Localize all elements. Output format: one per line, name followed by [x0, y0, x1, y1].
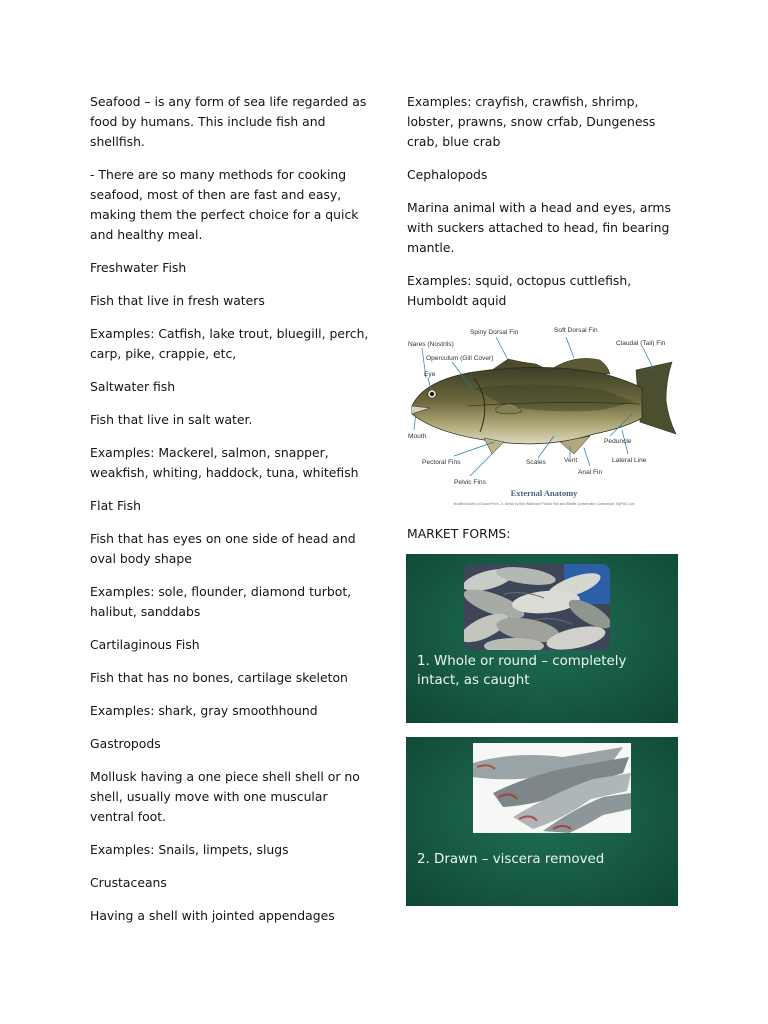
cooking-methods-note: - There are so many methods for cooking seafood, most of then are fast and easy, making them the perfect choice for a quick and healthy meal.	[90, 167, 359, 242]
gastropods-examples: Examples: Snails, limpets, slugs	[90, 842, 289, 857]
figure-title: External Anatomy	[510, 488, 578, 498]
whole-fish-photo	[464, 564, 610, 650]
saltwater-fish-definition: Fish that live in salt water.	[90, 412, 253, 427]
market-form-caption-drawn: 2. Drawn – viscera removed	[417, 852, 605, 867]
label-peduncle: Peduncle	[604, 438, 632, 445]
flat-fish-examples: Examples: sole, flounder, diamond turbot, halibut, sanddabs	[90, 584, 352, 619]
heading-gastropods: Gastropods	[90, 736, 161, 751]
label-scales: Scales	[526, 459, 546, 466]
bass-fish-illustration	[412, 358, 676, 454]
right-column	[407, 92, 689, 324]
heading-freshwater-fish: Freshwater Fish	[90, 260, 187, 275]
heading-cephalopods: Cephalopods	[407, 167, 488, 182]
drawn-fish-photo	[473, 743, 631, 833]
cephalopods-examples: Examples: squid, octopus cuttlefish, Humboldt aquid	[407, 273, 632, 308]
freshwater-fish-definition: Fish that live in fresh waters	[90, 293, 265, 308]
label-caudal-fin: Claudal (Tail) Fin	[616, 340, 666, 347]
drawn-fish-image	[473, 743, 631, 833]
heading-crustaceans: Crustaceans	[90, 875, 167, 890]
label-pectoral-fins: Pectoral Fins	[422, 459, 461, 466]
label-nares: Nares (Nostrils)	[408, 341, 454, 348]
market-forms-heading: MARKET FORMS:	[407, 526, 511, 541]
crustaceans-examples: Examples: crayfish, crawfish, shrimp, lobster, prawns, snow crfab, Dungeness crab, blue crab	[407, 94, 656, 149]
market-form-card-drawn	[406, 737, 678, 906]
heading-saltwater-fish: Saltwater fish	[90, 379, 176, 394]
heading-cartilaginous-fish: Cartilaginous Fish	[90, 637, 200, 652]
market-form-caption-whole: 1. Whole or round – completely intact, as caught	[417, 654, 627, 688]
label-operculum: Operculum (Gill Cover)	[426, 355, 494, 362]
figure-source-note: Modified based on Susan Perrin, Jr. sketch by Bob Wattendorf Florida Fish and Wildlife Conservation Commission, MyFWC.com	[453, 502, 635, 506]
saltwater-fish-examples: Examples: Mackerel, salmon, snapper, weakfish, whiting, haddock, tuna, whitefish	[90, 445, 359, 480]
label-spiny-dorsal-fin: Spiny Dorsal Fin	[470, 329, 519, 336]
heading-flat-fish: Flat Fish	[90, 498, 141, 513]
cartilaginous-fish-definition: Fish that has no bones, cartilage skeleton	[90, 670, 348, 685]
seafood-definition: Seafood – is any form of sea life regarded as food by humans. This include fish and shellfish.	[90, 94, 367, 149]
label-eye: Eye	[424, 371, 436, 378]
cephalopods-definition: Marina animal with a head and eyes, arms with suckers attached to head, fin bearing mantle.	[407, 200, 671, 255]
label-mouth: Mouth	[408, 433, 427, 440]
whole-fish-pile-image	[464, 564, 610, 650]
label-anal-fin: Anal Fin	[578, 469, 603, 476]
label-soft-dorsal-fin: Soft Dorsal Fin	[554, 327, 598, 334]
label-pelvic-fins: Pelvic Fins	[454, 479, 486, 486]
crustaceans-definition: Having a shell with jointed appendages	[90, 908, 335, 923]
fish-anatomy-figure	[404, 318, 684, 510]
cartilaginous-fish-examples: Examples: shark, gray smoothhound	[90, 703, 318, 718]
gastropods-definition: Mollusk having a one piece shell shell or no shell, usually move with one muscular ventral foot.	[90, 769, 360, 824]
freshwater-fish-examples: Examples: Catfish, lake trout, bluegill, perch, carp, pike, crappie, etc,	[90, 326, 369, 361]
market-form-card-whole	[406, 554, 678, 723]
label-lateral-line: Lateral Line	[612, 457, 647, 464]
left-column	[90, 92, 372, 939]
label-vent: Vent	[564, 457, 578, 464]
fish-anatomy-diagram	[404, 318, 684, 510]
flat-fish-definition: Fish that has eyes on one side of head and oval body shape	[90, 531, 356, 566]
